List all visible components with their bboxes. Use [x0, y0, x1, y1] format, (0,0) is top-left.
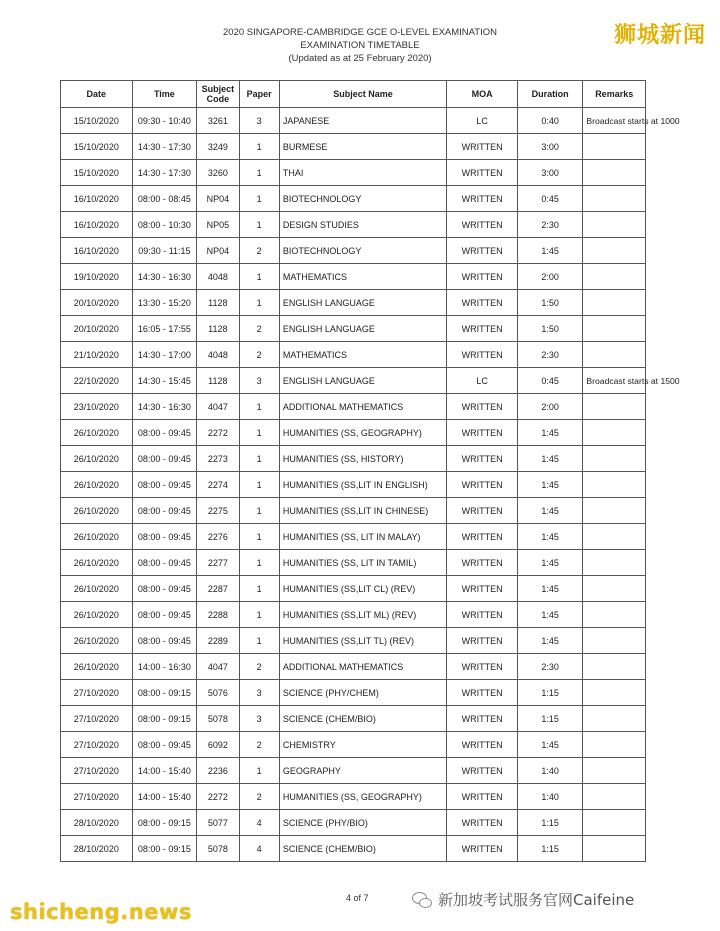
cell-remarks: Broadcast starts at 1500 — [583, 368, 646, 394]
cell-subject-code: 1128 — [197, 290, 239, 316]
cell-subject-name: ENGLISH LANGUAGE — [279, 316, 446, 342]
cell-subject-code: 1128 — [197, 316, 239, 342]
cell-time: 14:30 - 16:30 — [132, 264, 197, 290]
table-row — [61, 108, 646, 134]
cell-subject-name: BIOTECHNOLOGY — [279, 186, 446, 212]
timetable-title: EXAMINATION TIMETABLE — [300, 40, 420, 51]
cell-time: 08:00 - 09:15 — [132, 706, 197, 732]
cell-moa: WRITTEN — [447, 576, 518, 602]
cell-remarks — [583, 524, 646, 550]
cell-paper: 1 — [239, 186, 279, 212]
cell-paper: 3 — [239, 680, 279, 706]
cell-subject-code: 4047 — [197, 394, 239, 420]
cell-time: 08:00 - 09:45 — [132, 524, 197, 550]
cell-subject-name: BURMESE — [279, 134, 446, 160]
cell-subject-code: 2236 — [197, 758, 239, 784]
cell-remarks — [583, 134, 646, 160]
table-row — [61, 134, 646, 160]
cell-subject-name: ENGLISH LANGUAGE — [279, 368, 446, 394]
cell-paper: 1 — [239, 394, 279, 420]
table-row — [61, 602, 646, 628]
cell-date: 19/10/2020 — [61, 264, 133, 290]
cell-remarks — [583, 472, 646, 498]
cell-remarks — [583, 498, 646, 524]
cell-paper: 4 — [239, 810, 279, 836]
cell-duration: 1:45 — [517, 524, 583, 550]
cell-date: 20/10/2020 — [61, 316, 133, 342]
timetable-table — [60, 80, 680, 862]
page-number: 4 of 7 — [346, 893, 369, 903]
header-moa: MOA — [447, 81, 518, 108]
cell-duration: 2:30 — [517, 654, 583, 680]
cell-moa: WRITTEN — [447, 472, 518, 498]
cell-duration: 1:45 — [517, 498, 583, 524]
cell-time: 08:00 - 09:45 — [132, 602, 197, 628]
cell-subject-name: HUMANITIES (SS, LIT IN MALAY) — [279, 524, 446, 550]
table-row — [61, 628, 646, 654]
cell-date: 28/10/2020 — [61, 810, 133, 836]
cell-remarks — [583, 238, 646, 264]
header-date: Date — [61, 81, 133, 108]
watermark-bottom-right — [412, 889, 634, 910]
cell-paper: 1 — [239, 472, 279, 498]
cell-subject-code: 2272 — [197, 784, 239, 810]
table-row — [61, 498, 646, 524]
cell-subject-name: HUMANITIES (SS,LIT ML) (REV) — [279, 602, 446, 628]
cell-date: 26/10/2020 — [61, 602, 133, 628]
cell-paper: 1 — [239, 290, 279, 316]
cell-paper: 3 — [239, 706, 279, 732]
cell-moa: WRITTEN — [447, 654, 518, 680]
cell-moa: WRITTEN — [447, 732, 518, 758]
cell-paper: 1 — [239, 550, 279, 576]
cell-subject-name: HUMANITIES (SS, LIT IN TAMIL) — [279, 550, 446, 576]
cell-duration: 2:00 — [517, 264, 583, 290]
cell-remarks — [583, 836, 646, 862]
cell-moa: WRITTEN — [447, 420, 518, 446]
cell-moa: WRITTEN — [447, 680, 518, 706]
cell-date: 21/10/2020 — [61, 342, 133, 368]
cell-subject-code: 2272 — [197, 420, 239, 446]
cell-paper: 3 — [239, 108, 279, 134]
header-subject-name: Subject Name — [279, 81, 446, 108]
cell-subject-name: JAPANESE — [279, 108, 446, 134]
cell-time: 14:30 - 17:00 — [132, 342, 197, 368]
cell-date: 26/10/2020 — [61, 576, 133, 602]
cell-paper: 2 — [239, 784, 279, 810]
cell-subject-name: MATHEMATICS — [279, 342, 446, 368]
cell-date: 16/10/2020 — [61, 186, 133, 212]
cell-subject-code: 5078 — [197, 836, 239, 862]
cell-moa: WRITTEN — [447, 264, 518, 290]
cell-date: 26/10/2020 — [61, 420, 133, 446]
cell-subject-code: 4048 — [197, 342, 239, 368]
cell-time: 14:00 - 15:40 — [132, 784, 197, 810]
cell-date: 15/10/2020 — [61, 160, 133, 186]
cell-remarks — [583, 654, 646, 680]
cell-subject-name: GEOGRAPHY — [279, 758, 446, 784]
watermark-top-logo: 狮城新闻 — [613, 23, 706, 48]
cell-paper: 1 — [239, 498, 279, 524]
table-row — [61, 732, 646, 758]
table-row — [61, 342, 646, 368]
cell-subject-code: 2276 — [197, 524, 239, 550]
cell-duration: 0:45 — [517, 186, 583, 212]
cell-subject-name: THAI — [279, 160, 446, 186]
cell-subject-code: 1128 — [197, 368, 239, 394]
cell-moa: WRITTEN — [447, 758, 518, 784]
header-subject-code: Subject Code — [197, 81, 239, 108]
cell-date: 16/10/2020 — [61, 212, 133, 238]
cell-duration: 1:45 — [517, 446, 583, 472]
cell-remarks — [583, 758, 646, 784]
table-row — [61, 472, 646, 498]
cell-paper: 1 — [239, 602, 279, 628]
table-row — [61, 238, 646, 264]
cell-date: 27/10/2020 — [61, 732, 133, 758]
cell-subject-code: 5078 — [197, 706, 239, 732]
cell-moa: WRITTEN — [447, 160, 518, 186]
cell-remarks — [583, 394, 646, 420]
cell-time: 08:00 - 09:45 — [132, 446, 197, 472]
document-header — [0, 26, 720, 65]
cell-remarks — [583, 680, 646, 706]
cell-time: 08:00 - 09:15 — [132, 836, 197, 862]
cell-paper: 3 — [239, 368, 279, 394]
cell-subject-name: SCIENCE (PHY/BIO) — [279, 810, 446, 836]
cell-duration: 1:45 — [517, 602, 583, 628]
cell-remarks — [583, 446, 646, 472]
exam-title: 2020 SINGAPORE-CAMBRIDGE GCE O-LEVEL EXAMINATION — [223, 27, 497, 38]
cell-time: 13:30 - 15:20 — [132, 290, 197, 316]
cell-time: 09:30 - 10:40 — [132, 108, 197, 134]
cell-moa: WRITTEN — [447, 706, 518, 732]
table-row — [61, 680, 646, 706]
cell-moa: WRITTEN — [447, 628, 518, 654]
cell-moa: WRITTEN — [447, 836, 518, 862]
cell-subject-name: BIOTECHNOLOGY — [279, 238, 446, 264]
cell-subject-name: HUMANITIES (SS, HISTORY) — [279, 446, 446, 472]
cell-time: 08:00 - 09:45 — [132, 420, 197, 446]
cell-duration: 1:45 — [517, 628, 583, 654]
cell-subject-code: 3261 — [197, 108, 239, 134]
cell-remarks — [583, 186, 646, 212]
cell-duration: 1:15 — [517, 836, 583, 862]
cell-paper: 2 — [239, 342, 279, 368]
table-row — [61, 446, 646, 472]
cell-date: 27/10/2020 — [61, 680, 133, 706]
cell-subject-name: CHEMISTRY — [279, 732, 446, 758]
header-time: Time — [132, 81, 197, 108]
cell-subject-name: HUMANITIES (SS,LIT TL) (REV) — [279, 628, 446, 654]
cell-remarks — [583, 160, 646, 186]
table-row — [61, 420, 646, 446]
table-row — [61, 576, 646, 602]
table-row — [61, 394, 646, 420]
cell-time: 08:00 - 09:45 — [132, 732, 197, 758]
cell-subject-name: SCIENCE (CHEM/BIO) — [279, 836, 446, 862]
table-row — [61, 524, 646, 550]
cell-date: 26/10/2020 — [61, 550, 133, 576]
cell-remarks: Broadcast starts at 1000 — [583, 108, 646, 134]
table-body — [61, 108, 680, 862]
cell-time: 14:30 - 17:30 — [132, 160, 197, 186]
cell-remarks — [583, 264, 646, 290]
table-row — [61, 316, 646, 342]
cell-time: 08:00 - 09:45 — [132, 472, 197, 498]
cell-subject-code: 6092 — [197, 732, 239, 758]
cell-date: 26/10/2020 — [61, 446, 133, 472]
cell-subject-code: 2277 — [197, 550, 239, 576]
watermark-bottom-left: shicheng.news — [10, 900, 192, 924]
cell-moa: WRITTEN — [447, 524, 518, 550]
header-paper: Paper — [239, 81, 279, 108]
cell-subject-name: HUMANITIES (SS,LIT IN CHINESE) — [279, 498, 446, 524]
cell-remarks — [583, 342, 646, 368]
cell-duration: 3:00 — [517, 134, 583, 160]
cell-date: 23/10/2020 — [61, 394, 133, 420]
cell-subject-code: NP04 — [197, 186, 239, 212]
table-row — [61, 654, 646, 680]
cell-subject-code: 2275 — [197, 498, 239, 524]
watermark-bottom-right-text: 新加坡考试服务官网Caifeine — [438, 891, 635, 909]
cell-time: 14:00 - 16:30 — [132, 654, 197, 680]
cell-duration: 1:40 — [517, 758, 583, 784]
cell-subject-code: 2287 — [197, 576, 239, 602]
cell-paper: 2 — [239, 238, 279, 264]
cell-date: 26/10/2020 — [61, 524, 133, 550]
cell-time: 08:00 - 09:15 — [132, 680, 197, 706]
cell-duration: 1:45 — [517, 472, 583, 498]
cell-remarks — [583, 290, 646, 316]
cell-date: 26/10/2020 — [61, 654, 133, 680]
cell-duration: 3:00 — [517, 160, 583, 186]
cell-time: 14:30 - 16:30 — [132, 394, 197, 420]
cell-remarks — [583, 628, 646, 654]
cell-time: 08:00 - 09:45 — [132, 498, 197, 524]
cell-remarks — [583, 810, 646, 836]
cell-duration: 1:50 — [517, 316, 583, 342]
cell-remarks — [583, 706, 646, 732]
cell-moa: WRITTEN — [447, 316, 518, 342]
cell-date: 27/10/2020 — [61, 758, 133, 784]
cell-date: 28/10/2020 — [61, 836, 133, 862]
cell-paper: 1 — [239, 758, 279, 784]
cell-date: 26/10/2020 — [61, 498, 133, 524]
cell-subject-name: HUMANITIES (SS, GEOGRAPHY) — [279, 420, 446, 446]
cell-paper: 1 — [239, 160, 279, 186]
cell-date: 22/10/2020 — [61, 368, 133, 394]
cell-duration: 1:15 — [517, 706, 583, 732]
cell-subject-name: HUMANITIES (SS, GEOGRAPHY) — [279, 784, 446, 810]
cell-date: 15/10/2020 — [61, 134, 133, 160]
cell-remarks — [583, 602, 646, 628]
cell-date: 26/10/2020 — [61, 472, 133, 498]
cell-paper: 1 — [239, 134, 279, 160]
cell-moa: WRITTEN — [447, 446, 518, 472]
table-row — [61, 758, 646, 784]
table-header-row — [61, 81, 646, 108]
cell-remarks — [583, 420, 646, 446]
cell-paper: 2 — [239, 732, 279, 758]
cell-date: 26/10/2020 — [61, 628, 133, 654]
cell-duration: 2:00 — [517, 394, 583, 420]
cell-subject-code: 3249 — [197, 134, 239, 160]
table-row — [61, 706, 646, 732]
cell-duration: 1:45 — [517, 420, 583, 446]
table-row — [61, 290, 646, 316]
cell-duration: 1:15 — [517, 680, 583, 706]
cell-subject-code: NP04 — [197, 238, 239, 264]
cell-subject-code: 4048 — [197, 264, 239, 290]
cell-duration: 1:45 — [517, 550, 583, 576]
cell-time: 14:30 - 17:30 — [132, 134, 197, 160]
table-row — [61, 264, 646, 290]
cell-moa: WRITTEN — [447, 134, 518, 160]
cell-date: 15/10/2020 — [61, 108, 133, 134]
table-row — [61, 186, 646, 212]
cell-paper: 2 — [239, 654, 279, 680]
cell-time: 14:00 - 15:40 — [132, 758, 197, 784]
cell-time: 08:00 - 09:45 — [132, 628, 197, 654]
cell-paper: 1 — [239, 420, 279, 446]
cell-moa: WRITTEN — [447, 290, 518, 316]
cell-time: 14:30 - 15:45 — [132, 368, 197, 394]
cell-moa: LC — [447, 368, 518, 394]
cell-remarks — [583, 316, 646, 342]
cell-moa: WRITTEN — [447, 342, 518, 368]
cell-subject-name: ENGLISH LANGUAGE — [279, 290, 446, 316]
cell-duration: 1:15 — [517, 810, 583, 836]
cell-moa: WRITTEN — [447, 784, 518, 810]
table-row — [61, 784, 646, 810]
cell-subject-name: MATHEMATICS — [279, 264, 446, 290]
cell-date: 16/10/2020 — [61, 238, 133, 264]
cell-subject-code: 4047 — [197, 654, 239, 680]
cell-time: 08:00 - 08:45 — [132, 186, 197, 212]
cell-remarks — [583, 550, 646, 576]
cell-duration: 0:45 — [517, 368, 583, 394]
cell-subject-code: 2273 — [197, 446, 239, 472]
cell-duration: 1:40 — [517, 784, 583, 810]
cell-paper: 2 — [239, 316, 279, 342]
cell-time: 16:05 - 17:55 — [132, 316, 197, 342]
cell-moa: LC — [447, 108, 518, 134]
cell-paper: 1 — [239, 212, 279, 238]
cell-time: 08:00 - 09:45 — [132, 576, 197, 602]
cell-subject-code: 2274 — [197, 472, 239, 498]
cell-duration: 1:45 — [517, 576, 583, 602]
cell-duration: 1:45 — [517, 732, 583, 758]
cell-subject-name: ADDITIONAL MATHEMATICS — [279, 654, 446, 680]
cell-remarks — [583, 732, 646, 758]
cell-subject-code: 5077 — [197, 810, 239, 836]
cell-moa: WRITTEN — [447, 394, 518, 420]
cell-subject-code: 5076 — [197, 680, 239, 706]
cell-subject-name: DESIGN STUDIES — [279, 212, 446, 238]
cell-moa: WRITTEN — [447, 602, 518, 628]
cell-subject-name: HUMANITIES (SS,LIT CL) (REV) — [279, 576, 446, 602]
cell-subject-name: SCIENCE (CHEM/BIO) — [279, 706, 446, 732]
cell-time: 08:00 - 09:45 — [132, 550, 197, 576]
cell-subject-name: HUMANITIES (SS,LIT IN ENGLISH) — [279, 472, 446, 498]
cell-paper: 1 — [239, 524, 279, 550]
cell-moa: WRITTEN — [447, 186, 518, 212]
cell-date: 27/10/2020 — [61, 784, 133, 810]
table-row — [61, 160, 646, 186]
table-row — [61, 810, 646, 836]
cell-date: 20/10/2020 — [61, 290, 133, 316]
cell-duration: 0:40 — [517, 108, 583, 134]
cell-subject-code: NP05 — [197, 212, 239, 238]
cell-moa: WRITTEN — [447, 238, 518, 264]
cell-moa: WRITTEN — [447, 810, 518, 836]
cell-subject-code: 2288 — [197, 602, 239, 628]
cell-paper: 4 — [239, 836, 279, 862]
cell-duration: 2:30 — [517, 212, 583, 238]
cell-moa: WRITTEN — [447, 498, 518, 524]
cell-duration: 1:45 — [517, 238, 583, 264]
cell-date: 27/10/2020 — [61, 706, 133, 732]
cell-subject-code: 2289 — [197, 628, 239, 654]
cell-time: 08:00 - 10:30 — [132, 212, 197, 238]
header-duration: Duration — [517, 81, 583, 108]
cell-subject-name: SCIENCE (PHY/CHEM) — [279, 680, 446, 706]
cell-time: 09:30 - 11:15 — [132, 238, 197, 264]
table-row — [61, 836, 646, 862]
cell-paper: 1 — [239, 264, 279, 290]
table-row — [61, 368, 646, 394]
cell-paper: 1 — [239, 628, 279, 654]
update-note: (Updated as at 25 February 2020) — [288, 53, 432, 64]
cell-moa: WRITTEN — [447, 212, 518, 238]
cell-subject-name: ADDITIONAL MATHEMATICS — [279, 394, 446, 420]
cell-moa: WRITTEN — [447, 550, 518, 576]
wechat-icon — [412, 892, 432, 908]
cell-time: 08:00 - 09:15 — [132, 810, 197, 836]
cell-remarks — [583, 784, 646, 810]
table-row — [61, 550, 646, 576]
cell-subject-code: 3260 — [197, 160, 239, 186]
cell-paper: 1 — [239, 446, 279, 472]
cell-duration: 2:30 — [517, 342, 583, 368]
header-remarks: Remarks — [583, 81, 646, 108]
cell-paper: 1 — [239, 576, 279, 602]
table-row — [61, 212, 646, 238]
cell-duration: 1:50 — [517, 290, 583, 316]
cell-remarks — [583, 212, 646, 238]
cell-remarks — [583, 576, 646, 602]
